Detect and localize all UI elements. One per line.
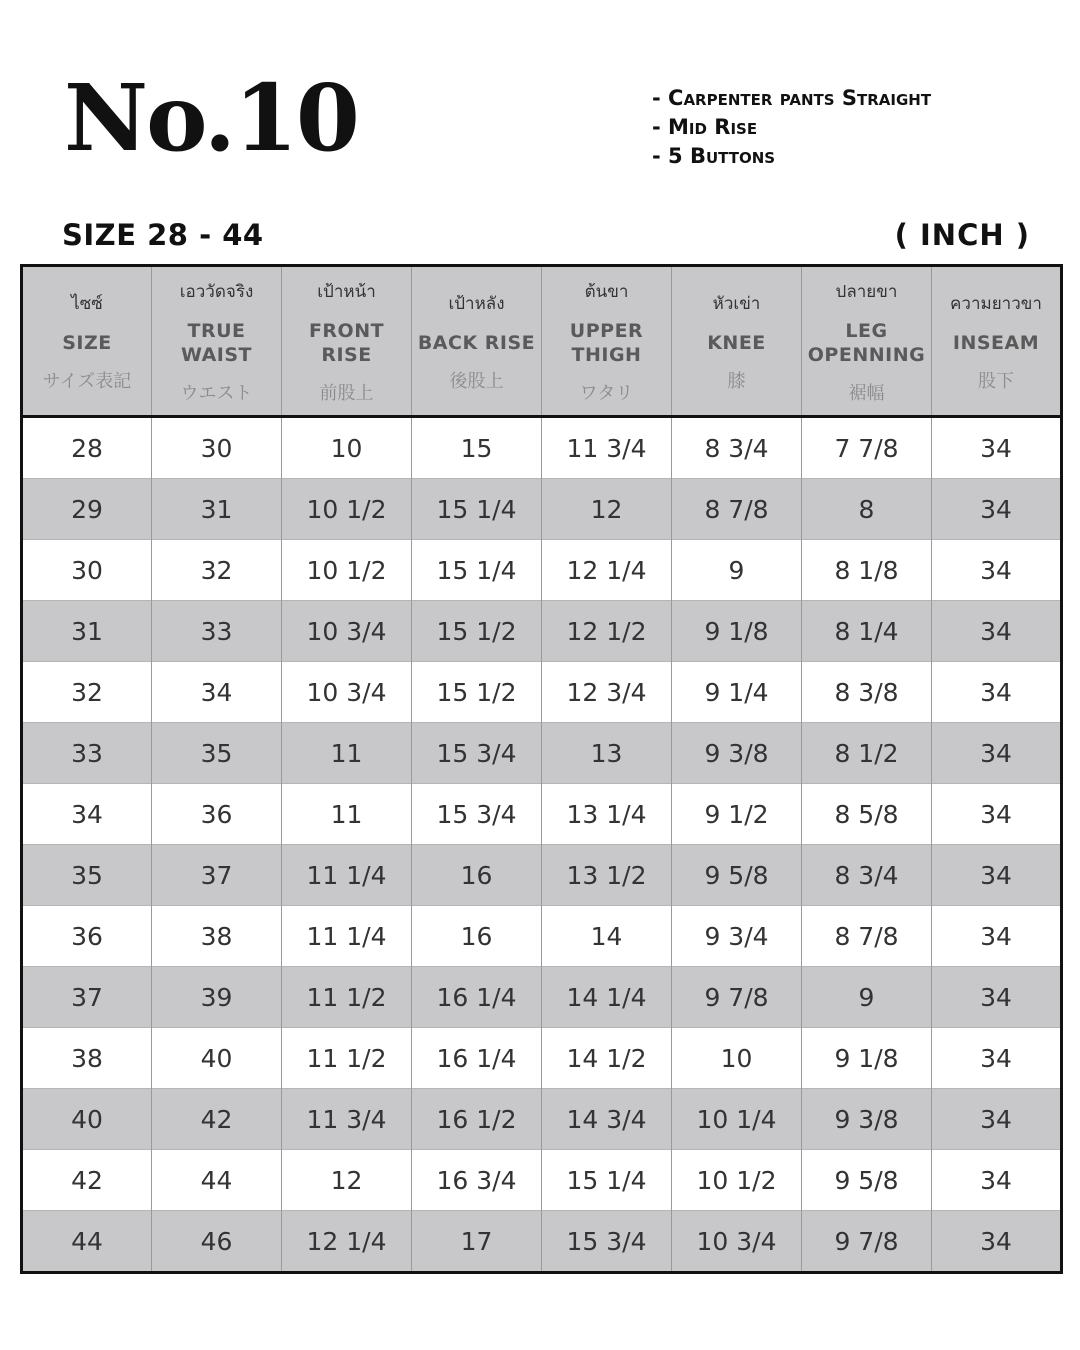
column-header	[802, 266, 932, 417]
table-cell: 30	[22, 540, 152, 601]
table-cell: 10 1/2	[282, 540, 412, 601]
table-row	[22, 479, 1062, 540]
table-cell: 39	[152, 967, 282, 1028]
table-cell: 35	[22, 845, 152, 906]
table-cell: 29	[22, 479, 152, 540]
table-cell: 34	[932, 479, 1062, 540]
table-cell: 7 7/8	[802, 417, 932, 479]
table-cell: 34	[22, 784, 152, 845]
feature-item: - Carpenter pants Straight	[652, 86, 932, 110]
header-english-label: SIZE	[62, 331, 112, 354]
table-cell: 9 3/8	[802, 1089, 932, 1150]
table-cell: 32	[152, 540, 282, 601]
header-english-label: FRONT RISE	[308, 319, 385, 366]
table-cell: 10	[282, 417, 412, 479]
table-cell: 9 1/4	[672, 662, 802, 723]
header-japanese-label: 膝	[727, 370, 746, 392]
table-cell: 16	[412, 906, 542, 967]
table-cell: 34	[932, 1089, 1062, 1150]
table-cell: 16 1/2	[412, 1089, 542, 1150]
header-english-label: BACK RISE	[417, 331, 536, 354]
table-cell: 11	[282, 784, 412, 845]
table-cell: 17	[412, 1211, 542, 1273]
table-cell: 10 1/2	[672, 1150, 802, 1211]
table-cell: 15 1/4	[412, 479, 542, 540]
header-thai-label: หัวเข่า	[712, 293, 761, 314]
header-thai-label: เป้าหน้า	[317, 281, 376, 302]
table-cell: 14 1/4	[542, 967, 672, 1028]
table-cell: 8 5/8	[802, 784, 932, 845]
table-cell: 31	[22, 601, 152, 662]
table-cell: 9 1/8	[672, 601, 802, 662]
table-cell: 8 3/4	[672, 417, 802, 479]
table-cell: 10 3/4	[282, 601, 412, 662]
table-cell: 8 1/8	[802, 540, 932, 601]
header-thai-label: ความยาวขา	[950, 293, 1042, 314]
table-cell: 12	[282, 1150, 412, 1211]
table-cell: 12 1/4	[542, 540, 672, 601]
header-japanese-label: ワタリ	[579, 382, 634, 404]
table-cell: 14 1/2	[542, 1028, 672, 1089]
table-row	[22, 662, 1062, 723]
table-cell: 44	[152, 1150, 282, 1211]
table-cell: 34	[932, 1150, 1062, 1211]
table-cell: 33	[152, 601, 282, 662]
table-cell: 15 3/4	[542, 1211, 672, 1273]
column-header	[152, 266, 282, 417]
table-cell: 28	[71, 433, 103, 463]
header-thai-label: ต้นขา	[584, 281, 629, 302]
table-cell: 40	[22, 1089, 152, 1150]
table-cell: 12 1/4	[282, 1211, 412, 1273]
product-title: No.10	[64, 64, 358, 172]
table-row	[22, 906, 1062, 967]
table-cell: 9 5/8	[672, 845, 802, 906]
column-header	[672, 266, 802, 417]
table-cell: 13	[542, 723, 672, 784]
table-cell: 10 3/4	[672, 1211, 802, 1273]
table-cell: 8 1/2	[802, 723, 932, 784]
feature-list	[652, 84, 1072, 171]
table-row	[22, 784, 1062, 845]
table-cell: 15	[412, 417, 542, 479]
table-cell: 14	[542, 906, 672, 967]
header-english-label: TRUE WAIST	[180, 319, 253, 366]
unit-label: ( INCH )	[894, 218, 1030, 252]
header-japanese-label: 裾幅	[848, 382, 885, 404]
table-cell: 16 1/4	[412, 1028, 542, 1089]
table-cell: 12 1/2	[542, 601, 672, 662]
table-cell: 15 1/2	[412, 601, 542, 662]
header-japanese-label: 前股上	[319, 382, 374, 404]
table-cell: 9 5/8	[802, 1150, 932, 1211]
table-cell: 11 1/2	[282, 967, 412, 1028]
table-cell: 34	[932, 601, 1062, 662]
table-cell: 8 3/4	[802, 845, 932, 906]
table-cell: 12 3/4	[542, 662, 672, 723]
table-cell: 8 7/8	[802, 906, 932, 967]
header-japanese-label: 股下	[978, 370, 1014, 392]
column-header	[412, 266, 542, 417]
feature-item: - 5 Buttons	[652, 144, 776, 168]
table-cell: 34	[932, 784, 1062, 845]
table-row	[22, 417, 1062, 479]
size-chart-body	[22, 417, 1062, 1273]
header-thai-label: ไซซ์	[71, 293, 103, 314]
table-cell: 11 1/4	[282, 845, 412, 906]
table-cell: 34	[932, 662, 1062, 723]
header-japanese-label: 後股上	[449, 370, 504, 392]
table-cell: 30	[152, 417, 282, 479]
table-cell: 8 1/4	[802, 601, 932, 662]
table-cell: 12	[542, 479, 672, 540]
table-cell: 34	[932, 540, 1062, 601]
table-cell: 34	[932, 845, 1062, 906]
table-cell: 8 7/8	[672, 479, 802, 540]
header-english-label: UPPER THIGH	[569, 319, 644, 366]
table-cell: 15 3/4	[412, 723, 542, 784]
table-cell: 16	[412, 845, 542, 906]
table-cell: 40	[152, 1028, 282, 1089]
table-cell: 9 1/8	[802, 1028, 932, 1089]
table-cell: 9	[672, 540, 802, 601]
table-cell: 9 7/8	[672, 967, 802, 1028]
table-cell: 9 1/2	[672, 784, 802, 845]
table-cell: 34	[932, 1211, 1062, 1273]
table-cell: 32	[22, 662, 152, 723]
table-cell: 15 1/4	[412, 540, 542, 601]
column-header	[282, 266, 412, 417]
table-cell: 15 3/4	[412, 784, 542, 845]
table-cell: 15 1/2	[412, 662, 542, 723]
table-cell: 10	[672, 1028, 802, 1089]
table-cell: 9 7/8	[802, 1211, 932, 1273]
table-cell: 11 3/4	[542, 417, 672, 479]
table-cell: 34	[932, 967, 1062, 1028]
table-cell: 16 1/4	[412, 967, 542, 1028]
table-cell: 15 1/4	[542, 1150, 672, 1211]
table-cell: 8 3/8	[802, 662, 932, 723]
table-row	[22, 601, 1062, 662]
table-cell: 11 3/4	[282, 1089, 412, 1150]
size-range-label: SIZE 28 - 44	[62, 218, 264, 252]
header-english-label: INSEAM	[952, 331, 1040, 354]
size-chart-table	[20, 264, 1063, 1274]
column-header	[22, 266, 152, 417]
header-japanese-label: ウエスト	[180, 382, 253, 404]
table-cell: 37	[22, 967, 152, 1028]
table-row	[22, 1150, 1062, 1211]
table-cell: 36	[152, 784, 282, 845]
table-cell: 44	[22, 1211, 152, 1273]
table-row	[22, 540, 1062, 601]
table-cell: 33	[22, 723, 152, 784]
table-row	[22, 1211, 1062, 1273]
table-cell: 13 1/4	[542, 784, 672, 845]
table-cell: 9 3/4	[672, 906, 802, 967]
table-cell: 34	[152, 662, 282, 723]
table-row	[22, 1028, 1062, 1089]
header-english-label: LEG OPENNING	[807, 319, 926, 366]
table-cell: 11 1/2	[282, 1028, 412, 1089]
table-cell: 36	[22, 906, 152, 967]
table-cell: 10 3/4	[282, 662, 412, 723]
table-row	[22, 1089, 1062, 1150]
table-cell: 11	[282, 723, 412, 784]
table-cell: 11 1/4	[282, 906, 412, 967]
table-cell: 16 3/4	[412, 1150, 542, 1211]
column-header	[932, 266, 1062, 417]
header-english-label: KNEE	[707, 331, 766, 354]
table-cell: 34	[932, 906, 1062, 967]
table-cell: 42	[22, 1150, 152, 1211]
table-cell: 10 1/2	[282, 479, 412, 540]
header-thai-label: เป้าหลัง	[448, 293, 505, 314]
table-cell: 9	[802, 967, 932, 1028]
header-row	[22, 266, 1062, 417]
table-row	[22, 723, 1062, 784]
column-header	[542, 266, 672, 417]
header-thai-label: เอววัดจริง	[179, 281, 254, 302]
table-cell: 46	[152, 1211, 282, 1273]
feature-item: - Mid Rise	[652, 115, 758, 139]
table-cell: 35	[152, 723, 282, 784]
table-cell: 37	[152, 845, 282, 906]
table-cell: 14 3/4	[542, 1089, 672, 1150]
table-cell: 13 1/2	[542, 845, 672, 906]
table-cell: 34	[932, 1028, 1062, 1089]
header-thai-label: ปลายขา	[835, 281, 898, 302]
table-cell: 34	[932, 417, 1062, 479]
header-japanese-label: サイズ表記	[42, 370, 132, 392]
table-cell: 34	[932, 723, 1062, 784]
table-cell: 42	[152, 1089, 282, 1150]
table-cell: 9 3/8	[672, 723, 802, 784]
table-cell: 10 1/4	[672, 1089, 802, 1150]
table-row	[22, 845, 1062, 906]
table-cell: 31	[152, 479, 282, 540]
table-row	[22, 967, 1062, 1028]
table-cell: 38	[22, 1028, 152, 1089]
table-cell: 38	[152, 906, 282, 967]
table-cell: 8	[802, 479, 932, 540]
